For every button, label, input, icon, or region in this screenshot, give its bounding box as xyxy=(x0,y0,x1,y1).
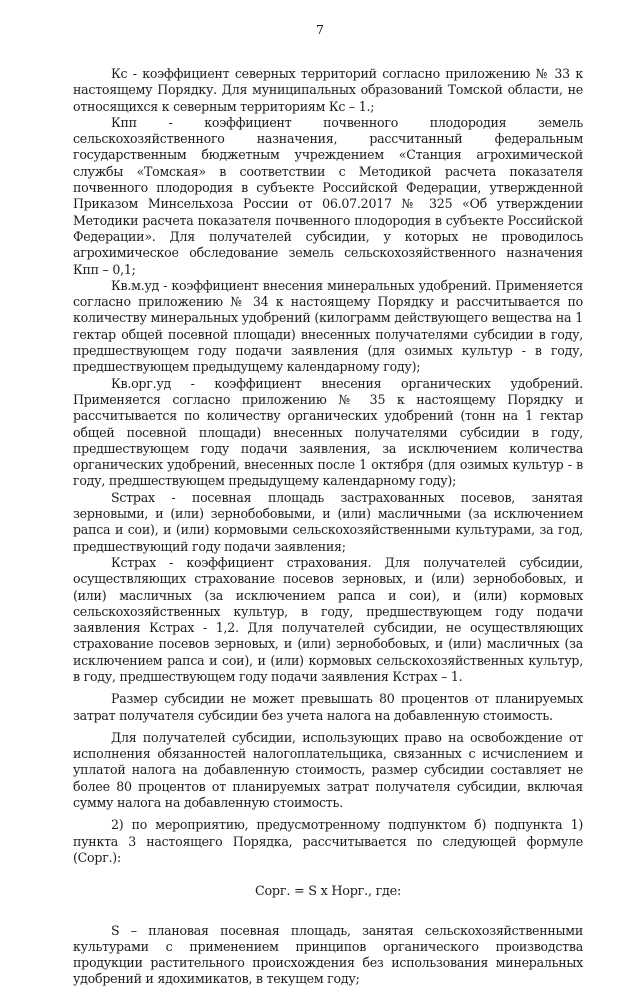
page-number: 7 xyxy=(316,22,324,37)
paragraph-subsidy-limit: Размер субсидии не может превышать 80 процентов от планируемых затрат получателя субсидии без учета налога на добавленную стоимость. xyxy=(73,691,583,723)
paragraph-kpp: Кпп - коэффициент почвенного плодородия земель сельскохозяйственного назначения, рассчитанный федеральным государственным бюджетным учреждением «Станция агрохимической службы «Томская» в соответствии с Методикой расчета показателя почвенного плодородия в субъекте Российской Федерации, утвержденной Приказом Минсельхоза России от 06.07.2017 № 325 «Об утверждении Методики расчета показателя почвенного плодородия в субъекте Российской Федерации». Для получателей субсидии, у которых не проводилось агрохимическое обследование земель сельскохозяйственного назначения Кпп – 0,1; xyxy=(73,114,583,277)
paragraph-vat-exempt: Для получателей субсидии, использующих право на освобождение от исполнения обязанностей налогоплательщика, связанных с исчислением и уплатой налога на добавленную стоимость, размер субсидии составляет не более 80 процентов от планируемых затрат получателя субсидии, включая сумму налога на добавленную стоимость. xyxy=(73,729,583,811)
paragraph-organic-measure: 2) по мероприятию, предусмотренному подпунктом б) подпункта 1) пункта 3 настоящего Порядка, рассчитывается по следующей формуле (Сорг.): xyxy=(73,817,583,865)
paragraph-kv-min-fertilizer: Кв.м.уд - коэффициент внесения минеральных удобрений. Применяется согласно приложению № 34 к настоящему Порядку и рассчитывается по количеству минеральных удобрений (килограмм действующего вещества на 1 гектар общей посевной площади) внесенных получателями субсидии в году, предшествующем году подачи заявления (для озимых культур - в году, предшествующем предыдущему календарному году); xyxy=(73,277,583,375)
paragraph-s-insured: Sстрах - посевная площадь застрахованных посевов, занятая зерновыми, и (или) зернобобовыми, и (или) масличными (за исключением рапса и сои), и (или) кормовыми сельскохозяйственными культурами, за год, предшествующий году подачи заявления; xyxy=(73,489,583,554)
document-body xyxy=(73,66,583,988)
paragraph-k-insurance: Кстрах - коэффициент страхования. Для получателей субсидии, осуществляющих страхование посевов зерновых, и (или) зернобобовых, и (или) масличных (за исключением рапса и сои), и (или) кормовых сельскохозяйственных культур, в году, предшествующем году подачи заявления Кстрах - 1,2. Для получателей субсидии, не осуществляющих страхование посевов зерновых, и (или) зернобобовых, и (или) масличных (за исключением рапса и сои), и (или) кормовых сельскохозяйственных культур, в году, предшествующем году подачи заявления Кстрах – 1. xyxy=(73,554,583,684)
paragraph-kv-org-fertilizer: Кв.орг.уд - коэффициент внесения органических удобрений. Применяется согласно приложению № 35 к настоящему Порядку и рассчитывается по количеству органических удобрений (тонн на 1 гектар общей посевной площади) внесенных получателями субсидии в году, предшествующем году подачи заявления, за исключением количества органических удобрений, внесенных после 1 октября (для озимых культур - в году, предшествующем предыдущему календарному году); xyxy=(73,375,583,489)
paragraph-ks: Кс - коэффициент северных территорий согласно приложению № 33 к настоящему Порядку. Для муниципальных образований Томской области, не относящихся к северным территориям Кс – 1.; xyxy=(73,66,583,114)
formula-line: Сорг. = S x Норг., где: xyxy=(254,884,402,900)
paragraph-s-planned-area: S – плановая посевная площадь, занятая сельскохозяйственными культурами с применением принципов органического производства продукции растительного происхождения без использования минеральных удобрений и ядохимикатов, в текущем году; xyxy=(73,922,583,987)
